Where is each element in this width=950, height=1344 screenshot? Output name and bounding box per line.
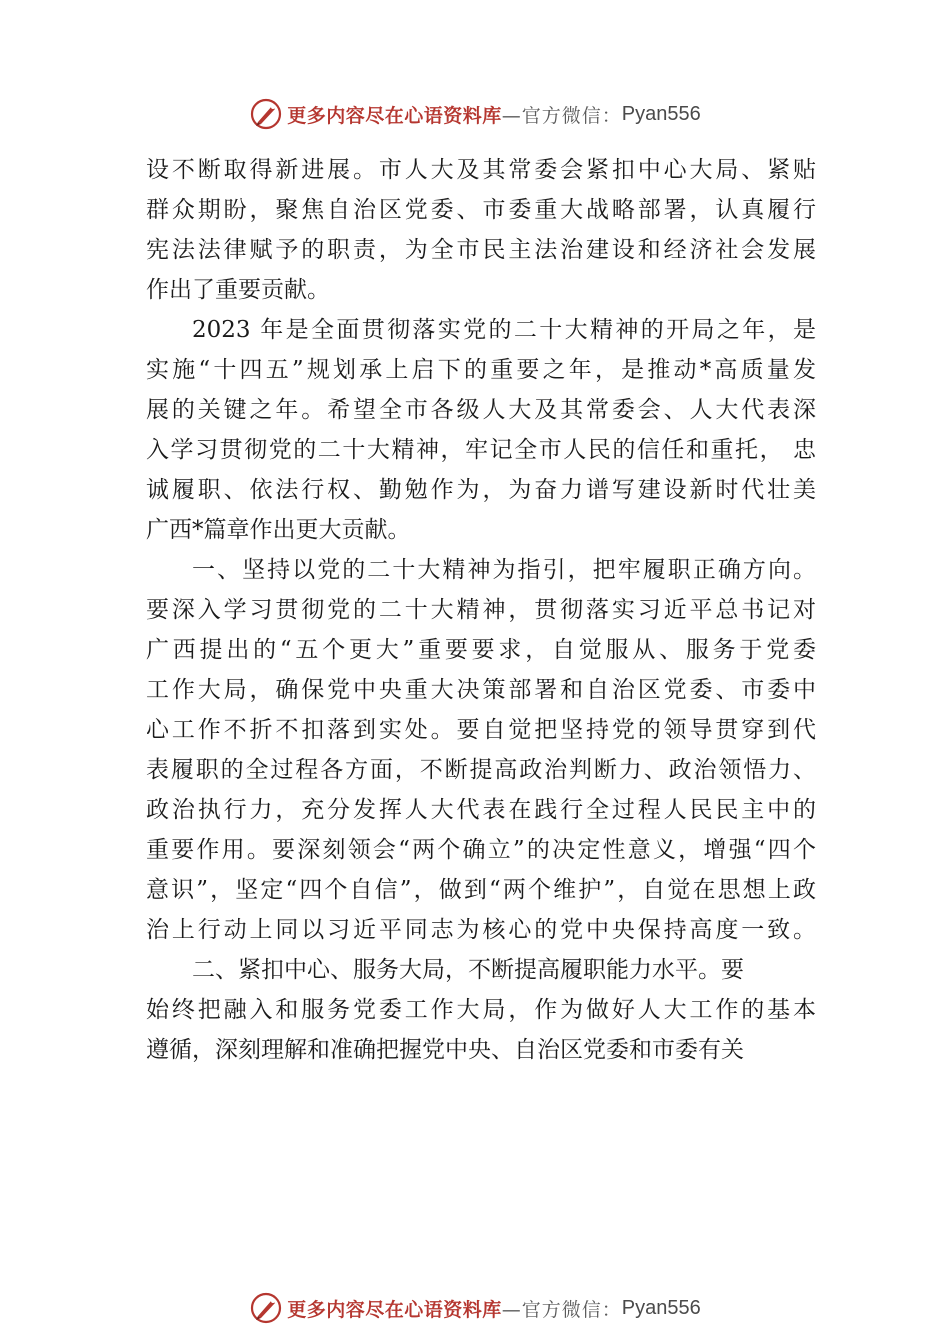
header-banner bbox=[0, 94, 950, 134]
text-line: 表履职的全过程各方面，不断提高政治判断力、政治领悟力、 bbox=[146, 757, 816, 783]
text-line: 群众期盼，聚焦自治区党委、市委重大战略部署，认真履行 bbox=[146, 197, 816, 223]
text-line: 实施“十四五”规划承上启下的重要之年，是推动*高质量发 bbox=[146, 357, 816, 383]
text-line: 工作大局，确保党中央重大决策部署和自治区党委、市委中 bbox=[146, 677, 816, 703]
text-line: 意识”，坚定“四个自信”，做到“两个维护”，自觉在思想上政 bbox=[146, 877, 816, 903]
document-body bbox=[146, 150, 816, 1070]
banner-wechat-id: Pyan556 bbox=[621, 1296, 701, 1319]
text-line: 重要作用。要深刻领会“两个确立”的决定性意义，增强“四个 bbox=[146, 837, 816, 863]
text-line: 治上行动上同以习近平同志为核心的党中央保持高度一致。 bbox=[146, 917, 816, 943]
text-line: 宪法法律赋予的职责，为全市民主法治建设和经济社会发展 bbox=[146, 237, 816, 263]
text-line: 遵循，深刻理解和准确把握党中央、自治区党委和市委有关 bbox=[146, 1037, 744, 1063]
text-line: 2023 年是全面贯彻落实党的二十大精神的开局之年，是 bbox=[192, 317, 816, 343]
banner-grey-text: —官方微信： bbox=[501, 1298, 622, 1321]
paragraph-4 bbox=[146, 950, 816, 1070]
text-line: 广西提出的“五个更大”重要要求，自觉服从、服务于党委 bbox=[146, 637, 816, 663]
footer-banner bbox=[0, 1288, 950, 1328]
text-line: 始终把融入和服务党委工作大局，作为做好人大工作的基本 bbox=[146, 997, 816, 1023]
text-line: 心工作不折不扣落到实处。要自觉把坚持党的领导贯穿到代 bbox=[146, 717, 816, 743]
text-line: 设不断取得新进展。市人大及其常委会紧扣中心大局、紧贴 bbox=[146, 157, 816, 183]
text-line: 诚履职、依法行权、勤勉作为，为奋力谱写建设新时代壮美 bbox=[146, 477, 816, 503]
paragraph-1 bbox=[146, 150, 816, 310]
text-line: 一、坚持以党的二十大精神为指引，把牢履职正确方向。 bbox=[192, 557, 816, 583]
banner-red-text: 更多内容尽在心语资料库 bbox=[287, 1298, 502, 1321]
text-line: 要深入学习贯彻党的二十大精神，贯彻落实习近平总书记对 bbox=[146, 597, 816, 623]
text-line: 作出了重要贡献。 bbox=[146, 277, 330, 303]
text-line: 入学习贯彻党的二十大精神，牢记全市人民的信任和重托， 忠 bbox=[146, 437, 816, 463]
pen-logo-icon bbox=[249, 1291, 283, 1325]
text-line: 广西*篇章作出更大贡献。 bbox=[146, 517, 411, 543]
pen-logo-icon bbox=[249, 97, 283, 131]
text-line: 展的关键之年。希望全市各级人大及其常委会、人大代表深 bbox=[146, 397, 816, 423]
paragraph-2 bbox=[146, 310, 816, 550]
banner-wechat-id: Pyan556 bbox=[621, 102, 701, 125]
text-line: 政治执行力，充分发挥人大代表在践行全过程人民民主中的 bbox=[146, 797, 816, 823]
banner-red-text: 更多内容尽在心语资料库 bbox=[287, 104, 502, 127]
paragraph-3 bbox=[146, 550, 816, 950]
banner-grey-text: —官方微信： bbox=[501, 104, 622, 127]
text-line: 二、紧扣中心、服务大局，不断提高履职能力水平。要 bbox=[192, 957, 744, 983]
